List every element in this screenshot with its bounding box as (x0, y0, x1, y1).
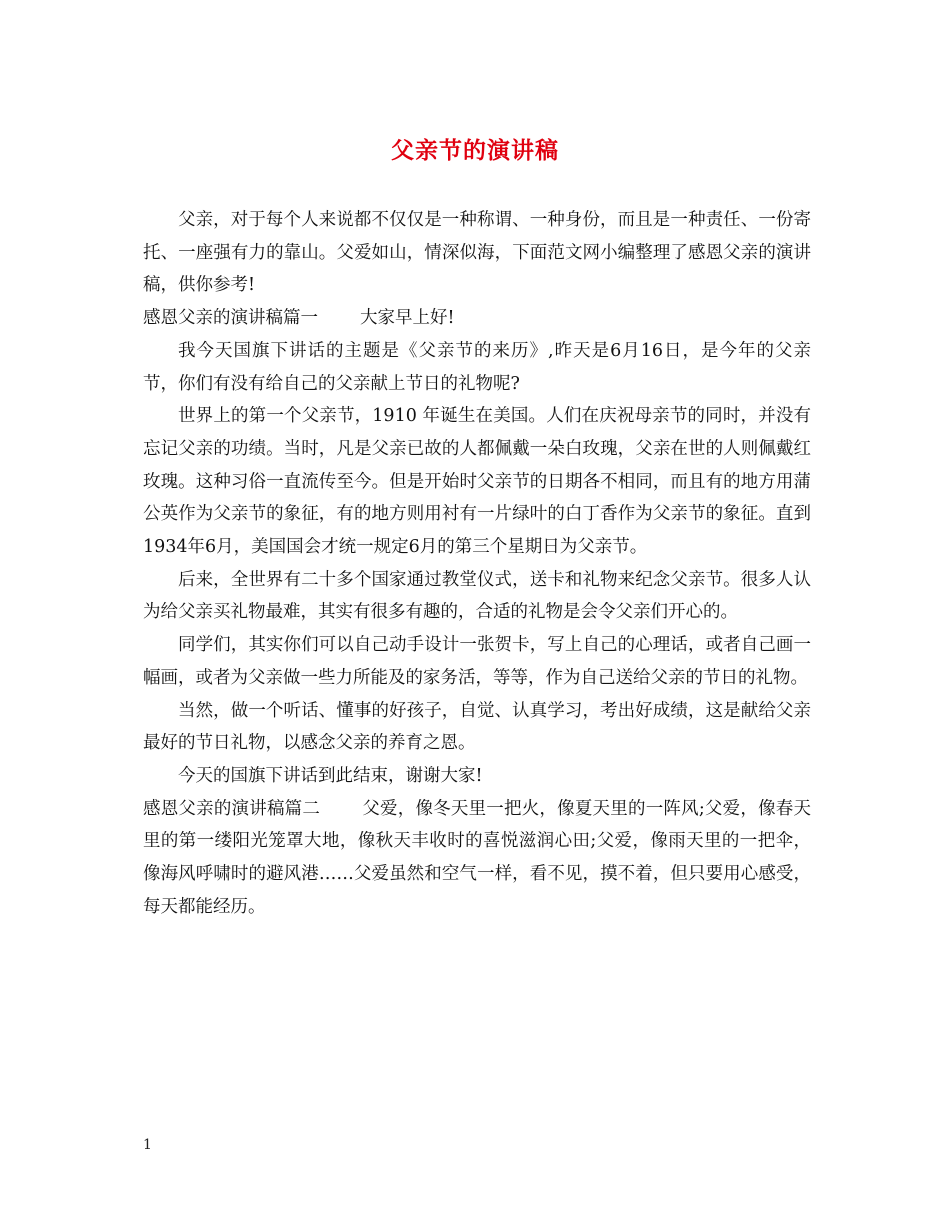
section1-paragraph-3: 后来，全世界有二十多个国家通过教堂仪式，送卡和礼物来纪念父亲节。很多人认为给父亲买礼物最难，其实有很多有趣的，合适的礼物是会令父亲们开心的。 (143, 569, 811, 623)
intro-paragraph: 父亲，对于每个人来说都不仅仅是一种称谓、一种身份，而且是一种责任、一份寄托、一座强有力的靠山。父爱如山，情深似海，下面范文网小编整理了感恩父亲的演讲稿，供你参考! (143, 210, 811, 296)
section1-heading: 感恩父亲的演讲稿篇一 (143, 308, 318, 329)
section1-paragraph-6: 今天的国旗下讲话到此结束，谢谢大家! (178, 765, 483, 786)
section1-heading-line (143, 302, 811, 335)
section1-greeting: 大家早上好! (360, 308, 455, 329)
section2-text: 父爱，像冬天里一把火，像夏天里的一阵风;父爱，像春天里的第一缕阳光笼罩大地，像秋天丰收时的喜悦滋润心田;父爱，像雨天里的一把伞，像海风呼啸时的避风港……父爱虽然和空气一样，看不见，摸不着，但只要用心感受，每天都能经历。 (143, 798, 811, 917)
section1-paragraph-2: 世界上的第一个父亲节，1910 年诞生在美国。人们在庆祝母亲节的同时，并没有忘记父亲的功绩。当时，凡是父亲已故的人都佩戴一朵白玫瑰，父亲在世的人则佩戴红玫瑰。这种习俗一直流传至今。但是开始时父亲节的日期各不相同，而且有的地方用蒲公英作为父亲节的象征，有的地方则用衬有一片绿叶的白丁香作为父亲节的象征。直到1934年6月，美国国会才统一规定6月的第三个星期日为父亲节。 (143, 406, 811, 558)
section2-heading: 感恩父亲的演讲稿篇二 (143, 798, 321, 819)
section2-paragraph (143, 793, 811, 924)
document-title: 父亲节的演讲稿 (391, 137, 559, 164)
section1-paragraph-1: 我今天国旗下讲话的主题是《父亲节的来历》,昨天是6月16日，是今年的父亲节，你们有没有给自己的父亲献上节日的礼物呢? (143, 340, 811, 394)
document-body (143, 204, 811, 923)
section1-paragraph-4: 同学们，其实你们可以自己动手设计一张贺卡，写上自己的心理话，或者自己画一幅画，或者为父亲做一些力所能及的家务活，等等，作为自己送给父亲的节日的礼物。 (143, 635, 811, 688)
page-number: 1 (143, 1137, 152, 1153)
section1-paragraph-5: 当然，做一个听话、懂事的好孩子，自觉、认真学习，考出好成绩，这是献给父亲最好的节日礼物，以感念父亲的养育之恩。 (143, 700, 811, 754)
